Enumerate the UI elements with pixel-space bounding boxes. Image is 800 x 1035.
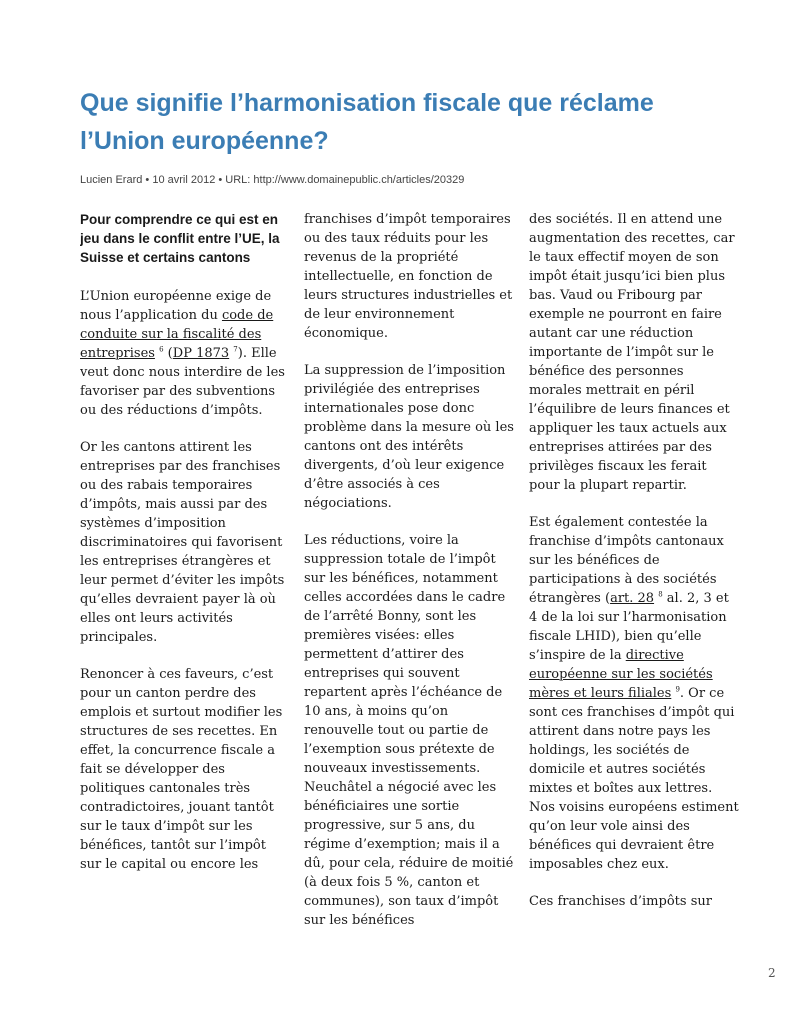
link-art-28[interactable]: art. 28 bbox=[610, 591, 655, 606]
column-2 bbox=[304, 210, 514, 930]
paragraph-text: ). Elle veut donc nous interdire de les favoriser par des subventions ou des réductions d’impôts. bbox=[80, 346, 285, 418]
page-number: 2 bbox=[768, 966, 776, 980]
paragraph: Les réductions, voire la suppression totale de l’impôt sur les bénéfices, notamment celles accordées dans le cadre de l’arrêté Bonny, sont les premières visées: elles permettent d’attirer des entreprises qui souvent repartent après l’échéance de 10 ans, à moins qu’on renouvelle tout ou partie de l’exemption sous prétexte de nouveaux investissements. Neuchâtel a négocié avec les bénéficiaires une sortie progressive, sur 5 ans, du régime d’exemption; mais il a dû, pour cela, réduire de moitié (à deux fois 5 %, canton et communes), son taux d’impôt sur les bénéfices bbox=[304, 533, 514, 928]
footnote-marker: 8 bbox=[658, 590, 663, 599]
paragraph: des sociétés. Il en attend une augmentation des recettes, car le taux effectif moyen de son impôt était jusqu’ici bien plus bas. Vaud ou Fribourg par exemple ne pourront en faire autant car une réduction importante de l’impôt sur le bénéfice des personnes morales mettrait en péril l’équilibre de leurs finances et appliquer les taux actuels aux entreprises attirées par des privilèges fiscaux les ferait pour la plupart repartir. bbox=[529, 212, 735, 493]
column-3 bbox=[529, 210, 739, 930]
paragraph-text: al. 2, 3 et 4 de la loi sur l’harmonisation fiscale LHID), bien qu’elle s’inspire de la bbox=[529, 591, 729, 663]
paragraph: franchises d’impôt temporaires ou des taux réduits pour les revenus de la propriété intellectuelle, en fonction de leurs structures industrielles et de leur environnement économique. bbox=[304, 212, 513, 341]
footnote-marker: 6 bbox=[159, 345, 164, 354]
footnote-marker: 7 bbox=[233, 345, 238, 354]
paragraph: Renoncer à ces faveurs, c’est pour un canton perdre des emplois et surtout modifier les structures de ses recettes. En effet, la concurrence fiscale a fait se développer des politiques cantonales très contradictoires, jouant tantôt sur le taux d’impôt sur les bénéfices, tantôt sur l’impôt sur le capital ou encore les bbox=[80, 667, 283, 872]
paragraph-text: ( bbox=[163, 346, 173, 361]
paragraph-text: . Or ce sont ces franchises d’impôt qui attirent dans notre pays les holdings, les sociétés de domicile et autres sociétés mixtes et boîtes aux lettres. Nos voisins européens estiment qu’on leur vole ainsi des bénéfices qui devraient être imposables chez eux. bbox=[529, 686, 739, 872]
link-directive-europeenne[interactable]: directive européenne sur les sociétés mères et leurs filiales bbox=[529, 648, 713, 701]
link-code-de-conduite[interactable]: code de conduite sur la fiscalité des entreprises bbox=[80, 308, 274, 361]
link-dp-1873[interactable]: DP 1873 bbox=[172, 346, 230, 361]
footnote-marker: 9 bbox=[675, 685, 680, 694]
paragraph-text: L’Union européenne exige de nous l’application du bbox=[80, 289, 272, 323]
paragraph: Or les cantons attirent les entreprises par des franchises ou des rabais temporaires d’impôts, mais aussi par des systèmes d’imposition discriminatoires qui favorisent les entreprises étrangères et leur permet d’éviter les impôts qu’elles devraient payer là où elles ont leurs activités principales. bbox=[80, 440, 285, 645]
paragraph: La suppression de l’imposition privilégiée des entreprises internationales pose donc problème dans la mesure où les cantons ont des intérêts divergents, d’où leur exigence d’être associés à ces négociations. bbox=[304, 363, 514, 511]
column-1 bbox=[80, 210, 290, 930]
paragraph bbox=[529, 513, 739, 874]
article-lead: Pour comprendre ce qui est en jeu dans le conflit entre l’UE, la Suisse et certains cantons bbox=[80, 212, 280, 265]
article-title: Que signifie l’harmonisation fiscale que réclame l’Union européenne? bbox=[80, 89, 654, 155]
paragraph bbox=[80, 287, 290, 420]
paragraph-text: Est également contestée la franchise d’impôts cantonaux sur les bénéfices de participations à des sociétés étrangères ( bbox=[529, 515, 724, 606]
paragraph: Ces franchises d’impôts sur bbox=[529, 894, 712, 909]
article-byline: Lucien Erard • 10 avril 2012 • URL: http://www.domainepublic.ch/articles/20329 bbox=[80, 174, 465, 186]
